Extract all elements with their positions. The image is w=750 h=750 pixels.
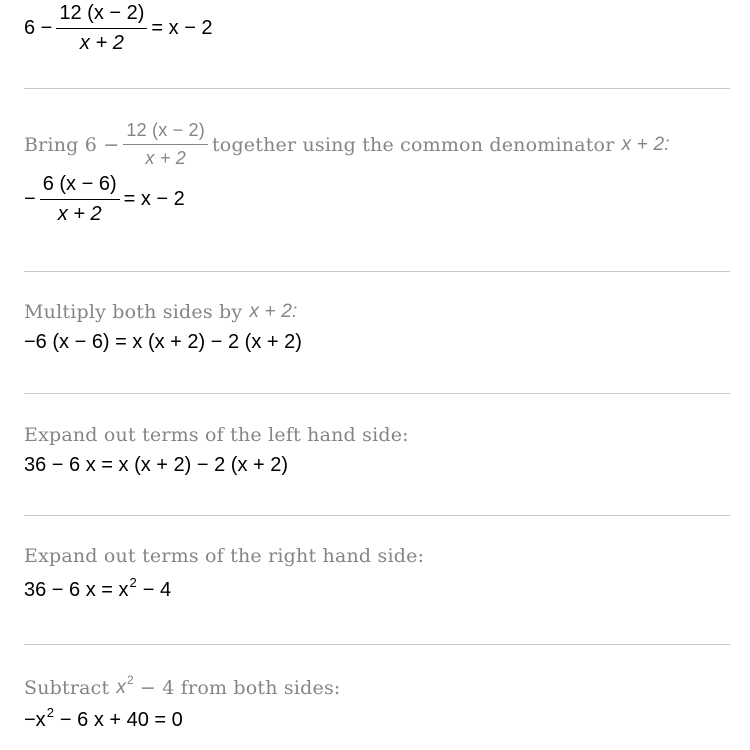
- step-1-desc-fraction-numerator: 12 (x − 2): [123, 120, 208, 145]
- divider: [24, 88, 730, 89]
- step-4-eq-pre: 36 − 6 x = x: [24, 579, 129, 601]
- step-3-description: [24, 424, 730, 446]
- step-4-equation: [24, 575, 730, 602]
- step-5-desc-exponent: 2: [127, 673, 134, 687]
- step-1-eq-fraction-numerator: 6 (x − 6): [40, 173, 120, 200]
- step-5-eq-pre: −x: [24, 709, 46, 731]
- step-3-equation-math: 36 − 6 x = x (x + 2) − 2 (x + 2): [24, 454, 289, 476]
- initial-whole: 6 −: [24, 17, 53, 39]
- step-5-eq-post: − 6 x + 40 = 0: [59, 709, 183, 731]
- initial-fraction-numerator: 12 (x − 2): [56, 2, 147, 29]
- initial-fraction: [56, 2, 147, 55]
- step-1-desc-fraction-denominator: x + 2: [145, 148, 186, 168]
- step-1-desc-mid: together using the common denominator: [211, 133, 615, 156]
- step-3-desc: Expand out terms of the left hand side:: [24, 424, 409, 446]
- step-2-desc-math: x + 2:: [249, 301, 298, 322]
- divider: [24, 644, 730, 645]
- step-1-equation: [24, 173, 730, 226]
- divider: [24, 515, 730, 516]
- step-5-eq-exponent: 2: [46, 705, 54, 720]
- step-2-equation-math: −6 (x − 6) = x (x + 2) − 2 (x + 2): [24, 331, 302, 353]
- step-5-desc-pre: Subtract: [24, 677, 110, 699]
- step-5-desc-post: − 4 from both sides:: [139, 677, 341, 699]
- step-3-equation: [24, 454, 730, 477]
- divider: [24, 393, 730, 394]
- step-4-description: [24, 545, 730, 567]
- initial-equation: [24, 2, 730, 55]
- initial-equation-math: [24, 2, 213, 55]
- step-1-eq-sign: −: [24, 188, 36, 210]
- step-1-desc-pre: Bring 6 −: [24, 133, 120, 156]
- step-4: [24, 545, 730, 602]
- step-1-eq-fraction: [40, 173, 120, 226]
- step-1-desc-fraction: [123, 120, 208, 169]
- step-2-description: [24, 301, 730, 323]
- step-2-equation: [24, 331, 730, 354]
- initial-fraction-denominator: x + 2: [79, 32, 124, 54]
- divider: [24, 271, 730, 272]
- step-5-description: [24, 673, 730, 699]
- step-5-desc-x: x: [116, 677, 127, 698]
- step-1-eq-fraction-denominator: x + 2: [57, 203, 102, 225]
- step-5: [24, 673, 730, 732]
- step-1-eq-rhs: = x − 2: [123, 188, 185, 210]
- step-1-equation-math: [24, 173, 185, 226]
- step-4-eq-post: − 4: [142, 579, 172, 601]
- step-1-desc-post: x + 2:: [621, 133, 670, 155]
- step-1: [24, 120, 730, 226]
- step-2: [24, 301, 730, 354]
- step-4-eq-exponent: 2: [129, 575, 137, 590]
- step-1-description: [24, 120, 730, 169]
- step-3: [24, 424, 730, 477]
- initial-rhs: = x − 2: [151, 17, 213, 39]
- step-4-equation-math: [24, 575, 172, 602]
- step-5-equation-math: [24, 705, 183, 732]
- step-4-desc: Expand out terms of the right hand side:: [24, 545, 425, 567]
- step-2-desc: Multiply both sides by: [24, 301, 243, 323]
- step-5-equation: [24, 705, 730, 732]
